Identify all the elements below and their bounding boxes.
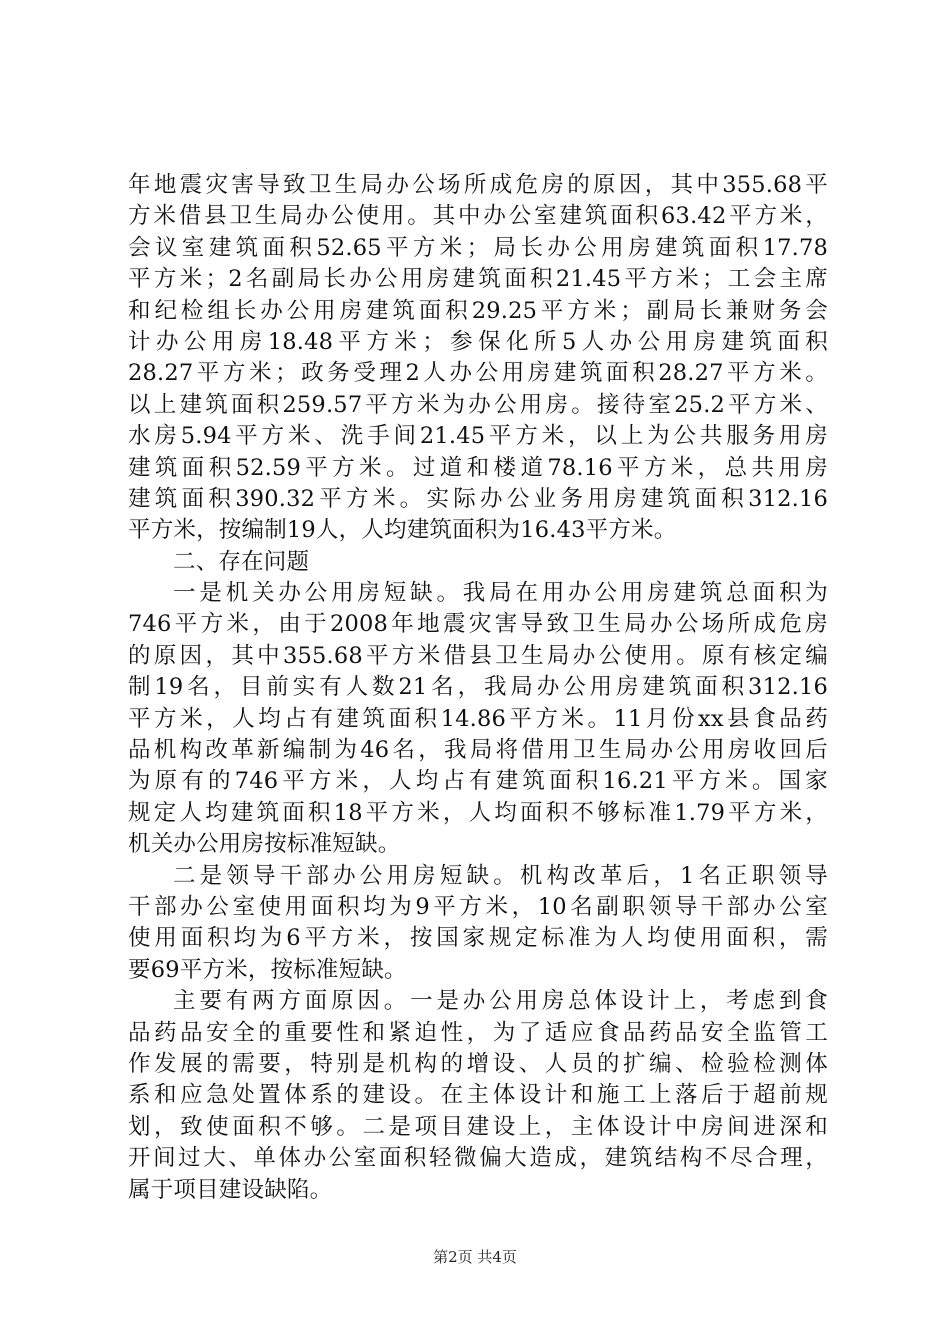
text-line: 要69平方米，按标准短缺。 (128, 956, 407, 983)
text-line: 使用面积均为6平方米，按国家规定标准为人均使用面积，需 (128, 925, 828, 952)
text-line: 平方米，人均占有建筑面积14.86平方米。11月份xx县食品药 (128, 705, 828, 732)
text-line: 年地震灾害导致卫生局办公场所成危房的原因，其中355.68平 (128, 172, 828, 198)
text-line: 水房5.94平方米、洗手间21.45平方米，以上为公共服务用房 (128, 423, 828, 450)
text-line: 平方米，按编制19人，人均建筑面积为16.43平方米。 (128, 517, 677, 544)
text-line: 作发展的需要，特别是机构的增设、人员的扩编、检验检测体 (128, 1050, 828, 1077)
text-line: 会议室建筑面积52.65平方米；局长办公用房建筑面积17.78 (128, 234, 828, 261)
text-line: 方米借县卫生局办公使用。其中办公室建筑面积63.42平方米， (128, 203, 828, 230)
text-line: 划，致使面积不够。二是项目建设上，主体设计中房间进深和 (128, 1113, 828, 1140)
text-line: 和纪检组长办公用房建筑面积29.25平方米；副局长兼财务会 (128, 297, 828, 324)
text-line: 二、存在问题 (173, 548, 310, 575)
document-body (128, 170, 828, 1206)
text-line: 建筑面积390.32平方米。实际办公业务用房建筑面积312.16 (128, 485, 828, 512)
text-line: 746平方米，由于2008年地震灾害导致卫生局办公场所成危房 (128, 611, 828, 638)
text-line: 属于项目建设缺陷。 (128, 1176, 333, 1203)
text-line: 以上建筑面积259.57平方米为办公用房。接待室25.2平方米、 (128, 391, 828, 418)
text-line: 建筑面积52.59平方米。过道和楼道78.16平方米，总共用房 (128, 454, 828, 481)
text-line: 主要有两方面原因。一是办公用房总体设计上，考虑到食 (173, 988, 828, 1015)
text-line: 28.27平方米；政务受理2人办公用房建筑面积28.27平方米。 (128, 360, 828, 387)
text-line: 开间过大、单体办公室面积轻微偏大造成，建筑结构不尽合理， (128, 1145, 828, 1172)
text-line: 规定人均建筑面积18平方米，人均面积不够标准1.79平方米， (128, 799, 828, 826)
text-line: 品机构改革新编制为46名，我局将借用卫生局办公用房收回后 (128, 737, 828, 764)
text-line: 为原有的746平方米，人均占有建筑面积16.21平方米。国家 (128, 768, 828, 795)
text-line: 一是机关办公用房短缺。我局在用办公用房建筑总面积为 (173, 580, 828, 607)
text-line: 计办公用房18.48平方米；参保化所5人办公用房建筑面积 (128, 328, 828, 355)
text-line: 的原因，其中355.68平方米借县卫生局办公使用。原有核定编 (128, 642, 828, 669)
text-line: 制19名，目前实有人数21名，我局办公用房建筑面积312.16 (128, 674, 828, 701)
text-line: 系和应急处置体系的建设。在主体设计和施工上落后于超前规 (128, 1082, 828, 1109)
text-line: 平方米；2名副局长办公用房建筑面积21.45平方米；工会主席 (128, 266, 828, 293)
text-line: 品药品安全的重要性和紧迫性，为了适应食品药品安全监管工 (128, 1019, 828, 1046)
text-line: 二是领导干部办公用房短缺。机构改革后，1名正职领导 (173, 862, 828, 889)
text-line: 干部办公室使用面积均为9平方米，10名副职领导干部办公室 (128, 893, 828, 920)
page-footer: 第2页 共4页 (433, 1248, 517, 1266)
text-line: 机关办公用房按标准短缺。 (128, 831, 401, 858)
